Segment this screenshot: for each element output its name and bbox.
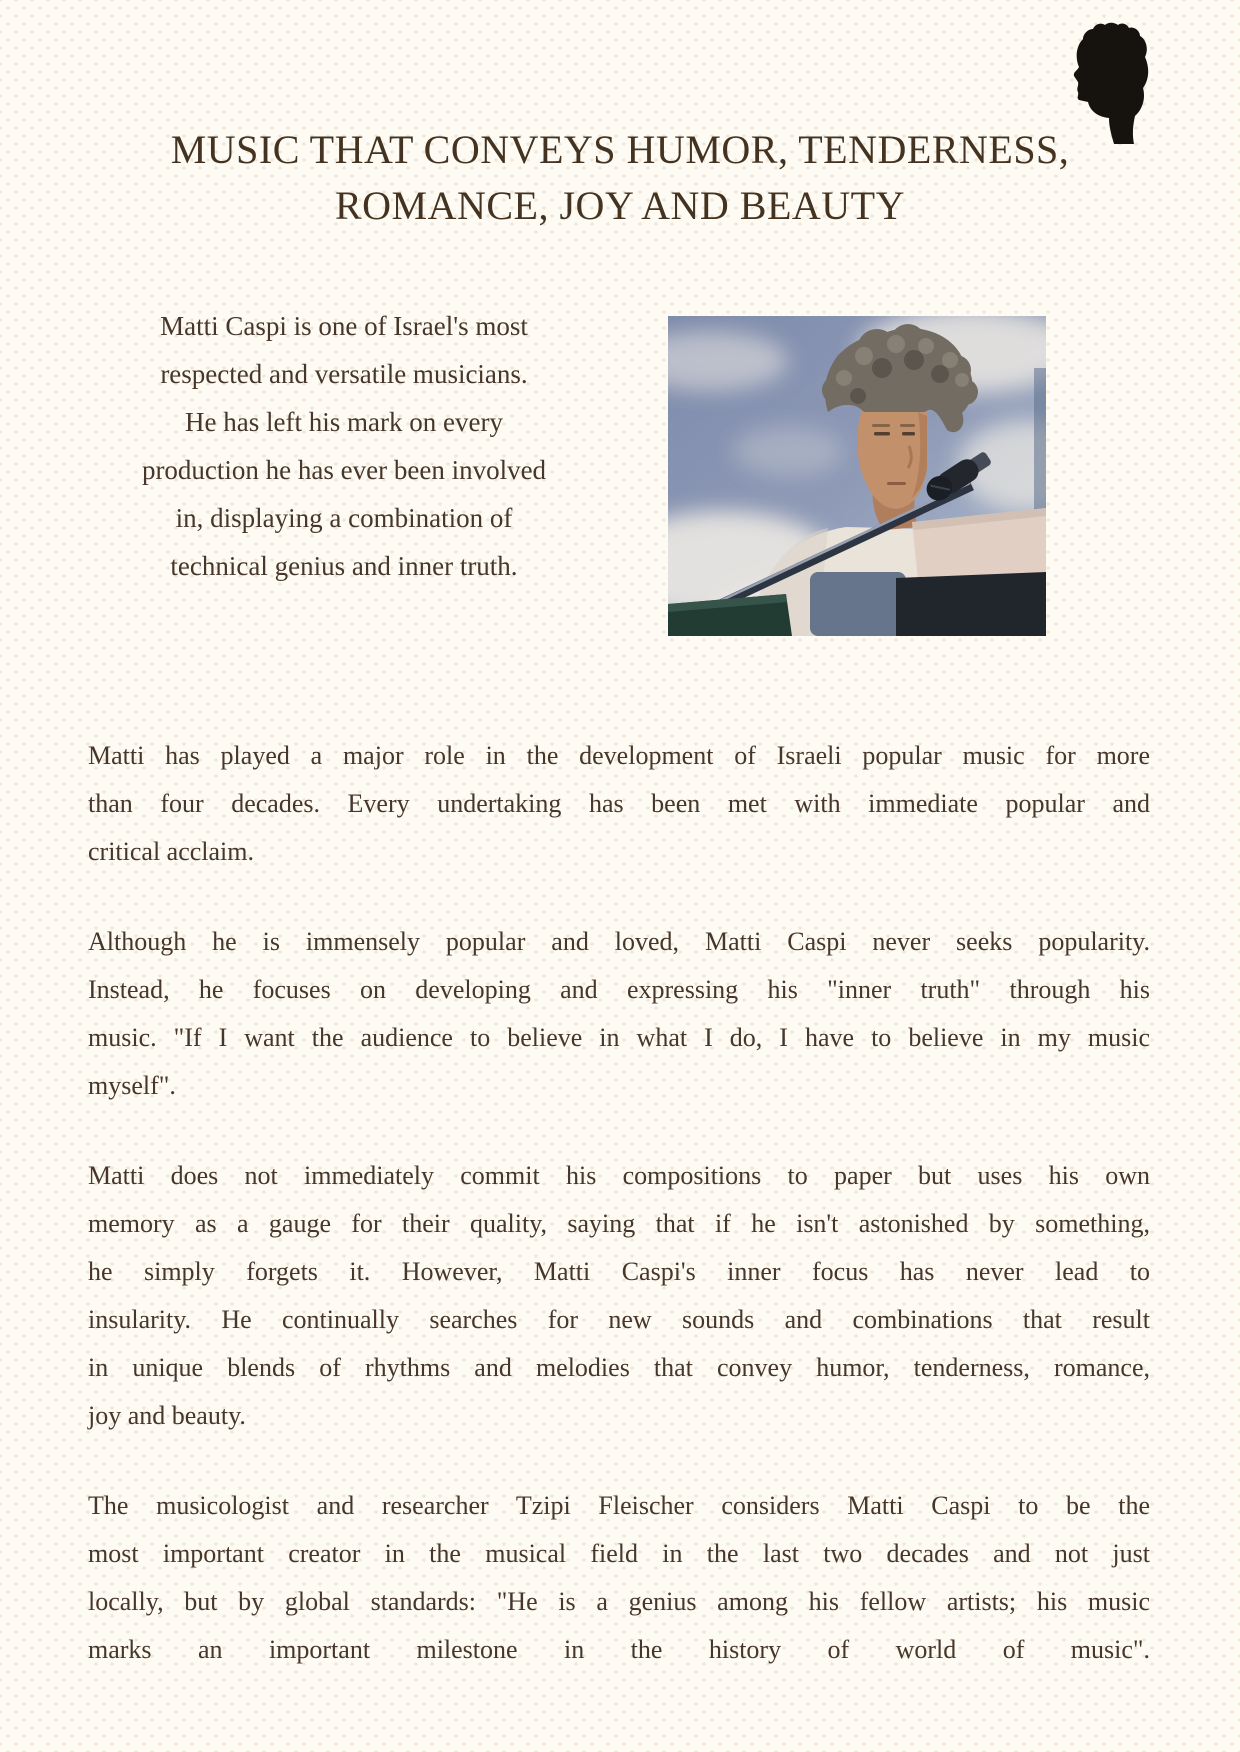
intro-text-block: [88, 292, 600, 636]
paragraph-line: Matti does not immediately commit his compositions to paper but uses his own: [88, 1161, 1150, 1190]
article-body: [88, 732, 1150, 1674]
paragraph-line: Although he is immensely popular and loved, Matti Caspi never seeks popularity.: [88, 927, 1150, 956]
paragraph-line: Instead, he focuses on developing and expressing his "inner truth" through his: [88, 975, 1150, 1004]
paragraph-line: Matti has played a major role in the development of Israeli popular music for more: [88, 741, 1150, 770]
paragraph-line: locally, but by global standards: "He is a genius among his fellow artists; his music: [88, 1587, 1150, 1616]
paragraph-line: he simply forgets it. However, Matti Caspi's inner focus has never lead to: [88, 1257, 1150, 1286]
title-line-2: ROMANCE, JOY AND BEAUTY: [334, 183, 906, 228]
paragraph-line: critical acclaim.: [88, 837, 255, 866]
head-profile-silhouette-icon: [1048, 22, 1152, 144]
page-title: [40, 122, 1200, 234]
intro-line: technical genius and inner truth.: [170, 551, 518, 581]
performer-photo-image: [668, 316, 1046, 636]
paragraph-line: marks an important milestone in the history of world of music".: [88, 1635, 1150, 1664]
intro-section: [88, 292, 1150, 636]
paragraph-line: music. "If I want the audience to believe in what I do, I have to believe in my music: [88, 1023, 1150, 1052]
paragraph-line: most important creator in the musical field in the last two decades and not just: [88, 1539, 1150, 1568]
paragraph-line: The musicologist and researcher Tzipi Fleischer considers Matti Caspi to be the: [88, 1491, 1150, 1520]
intro-line: in, displaying a combination of: [175, 503, 513, 533]
paragraph-line: memory as a gauge for their quality, saying that if he isn't astonished by something,: [88, 1209, 1150, 1238]
paragraph-line: joy and beauty.: [88, 1401, 246, 1430]
paragraph-line: in unique blends of rhythms and melodies that convey humor, tenderness, romance,: [88, 1353, 1150, 1382]
paragraph-line: than four decades. Every undertaking has been met with immediate popular and: [88, 789, 1150, 818]
intro-line: He has left his mark on every: [185, 407, 503, 437]
intro-line: production he has ever been involved: [141, 455, 547, 485]
intro-line: respected and versatile musicians.: [160, 359, 528, 389]
body-paragraph-4: [88, 1482, 1150, 1674]
title-line-1: MUSIC THAT CONVEYS HUMOR, TENDERNESS,: [170, 127, 1070, 172]
body-paragraph-2: [88, 918, 1150, 1110]
paragraph-line: insularity. He continually searches for new sounds and combinations that result: [88, 1305, 1150, 1334]
intro-line: Matti Caspi is one of Israel's most: [160, 311, 528, 341]
paragraph-line: myself".: [88, 1071, 176, 1100]
performer-photo: [668, 316, 1046, 636]
body-paragraph-3: [88, 1152, 1150, 1440]
body-paragraph-1: [88, 732, 1150, 876]
